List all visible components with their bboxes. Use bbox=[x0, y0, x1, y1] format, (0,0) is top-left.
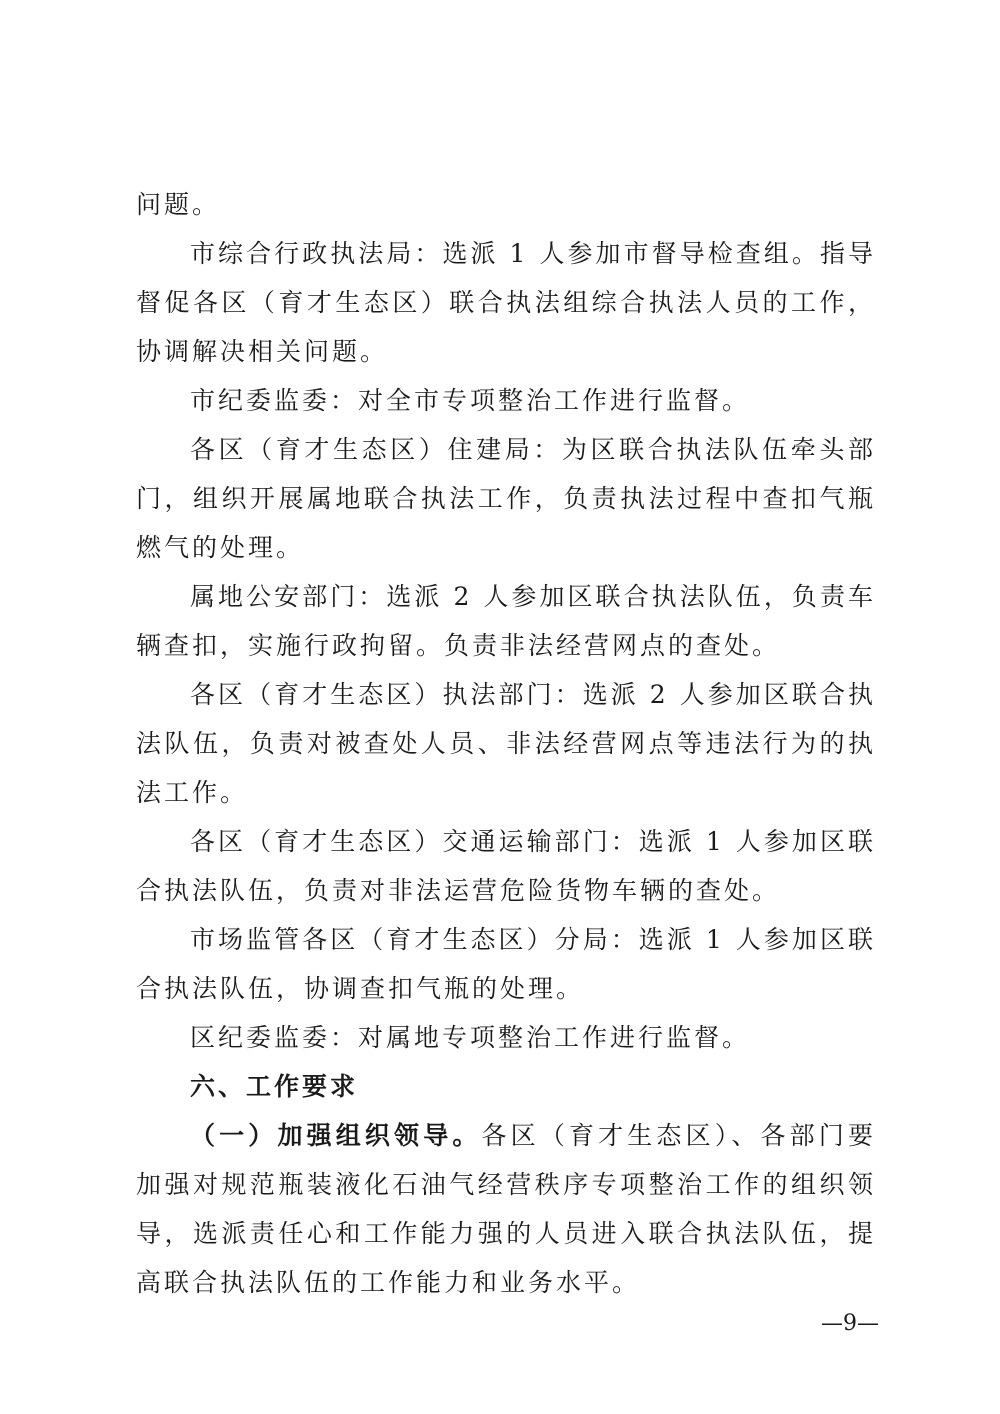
paragraph-district-discipline-commission: 区纪委监委：对属地专项整治工作进行监督。 bbox=[190, 1023, 751, 1052]
paragraph-transport-department: 各区（育才生态区）交通运输部门：选派 1 人参加区联合执法队伍，负责对非法运营危险货物车辆的查处。 bbox=[136, 827, 876, 905]
paragraph-district-housing-bureau: 各区（育才生态区）住建局：为区联合执法队伍牵头部门，组织开展属地联合执法工作，负责执法过程中查扣气瓶燃气的处理。 bbox=[136, 435, 876, 562]
paragraph-city-discipline-commission: 市纪委监委：对全市专项整治工作进行监督。 bbox=[190, 386, 751, 415]
page-number: —9— bbox=[821, 1311, 879, 1336]
paragraph-market-supervision: 市场监管各区（育才生态区）分局：选派 1 人参加区联合执法队伍，协调查扣气瓶的处理。 bbox=[136, 925, 876, 1003]
paragraph-lead: （一）加强组织领导。 bbox=[190, 1121, 482, 1150]
paragraph-continuation: 问题。 bbox=[136, 190, 221, 219]
paragraph-organization-leadership bbox=[136, 1111, 876, 1307]
paragraph-public-security: 属地公安部门：选派 2 人参加区联合执法队伍，负责车辆查扣，实施行政拘留。负责非法经营网点的查处。 bbox=[136, 582, 876, 660]
paragraph-district-law-enforcement: 各区（育才生态区）执法部门：选派 2 人参加区联合执法队伍，负责对被查处人员、非法经营网点等违法行为的执法工作。 bbox=[136, 680, 876, 807]
section-heading: 六、工作要求 bbox=[190, 1072, 359, 1101]
paragraph-body: 各区（育才生态区）、各部门要加强对规范瓶装液化石油气经营秩序专项整治工作的组织领导，选派责任心和工作能力强的人员进入联合执法队伍，提高联合执法队伍的工作能力和业务水平。 bbox=[136, 1121, 876, 1297]
paragraph-city-law-enforcement: 市综合行政执法局：选派 1 人参加市督导检查组。指导督促各区（育才生态区）联合执法组综合执法人员的工作，协调解决相关问题。 bbox=[136, 239, 876, 366]
document-body bbox=[136, 180, 876, 1307]
